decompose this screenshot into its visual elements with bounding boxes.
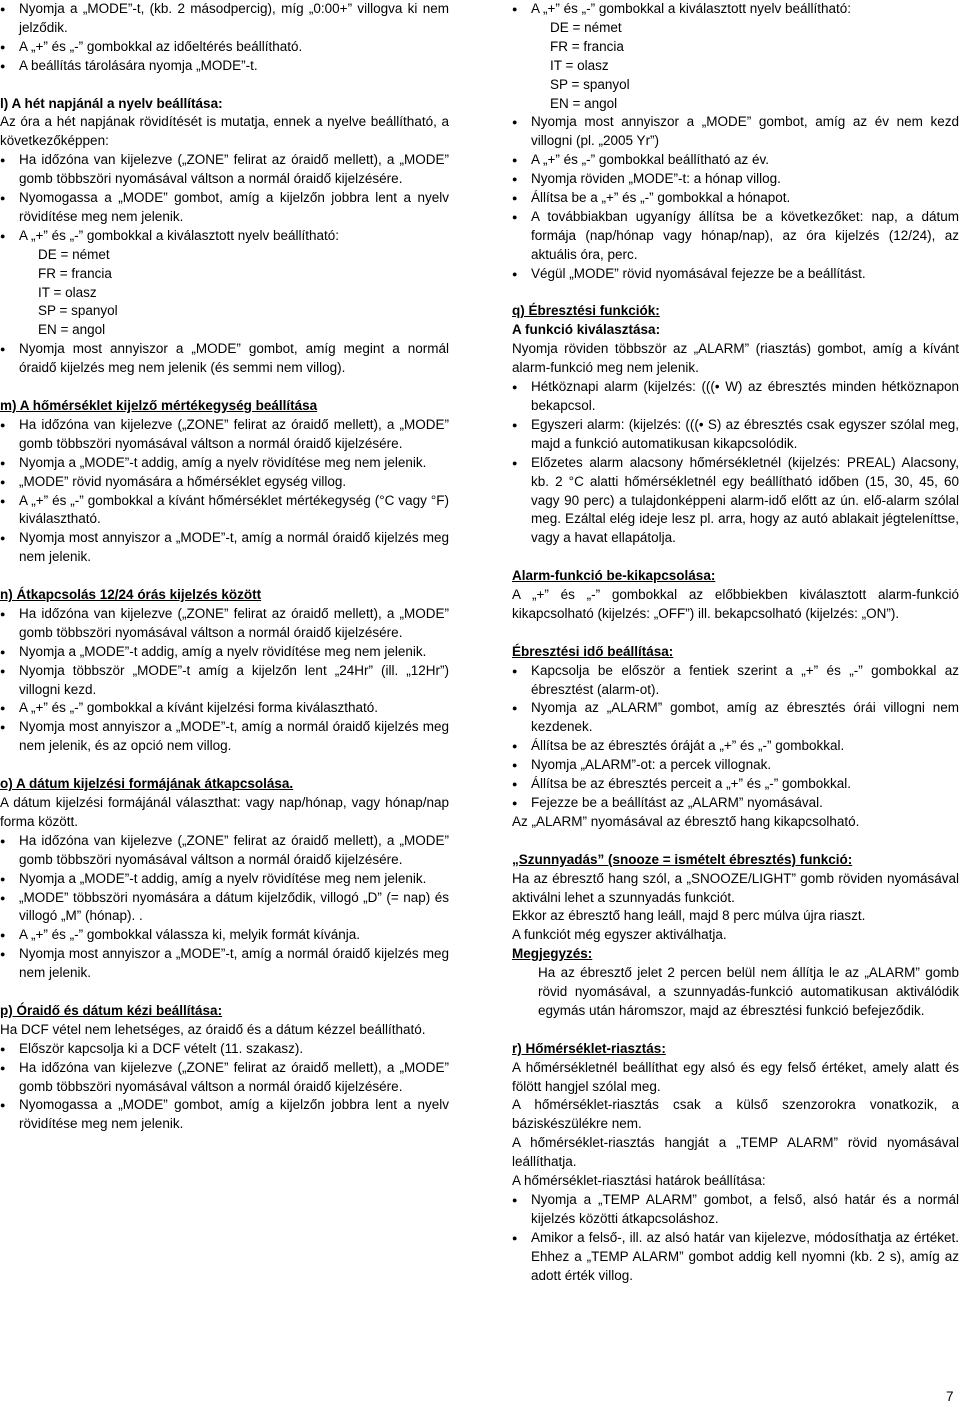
- language-item: SP = spanyol: [38, 303, 118, 319]
- list-item: ● Ha időzóna van kijelezve („ZONE” felirat az óraidő mellett), a „MODE” gomb többszöri nyomásával váltson a normál óraidő kijelzésére.: [0, 832, 449, 870]
- language-item: EN = angol: [550, 95, 618, 111]
- language-list: [19, 246, 449, 341]
- list-item-text: A „+” és „-” gombokkal a kiválasztott nyelv beállítható:: [531, 1, 852, 16]
- list-item: ● Fejezze be a beállítást az „ALARM” nyomásával.: [512, 794, 959, 813]
- list-item: ● Nyomogassa a „MODE” gombot, amíg a kijelzőn jobbra lent a nyelv rövidítése meg nem jelenik.: [0, 1096, 449, 1134]
- section-o-intro: A dátum kijelzési formájánál választhat: vagy nap/hónap, vagy hónap/nap forma között.: [0, 795, 449, 829]
- section-l-intro: Az óra a hét napjának rövidítését is mutatja, ennek a nyelve beállítható, a következőképpen:: [0, 114, 449, 149]
- language-item: EN = angol: [38, 322, 106, 338]
- alarm-onoff-text: A „+” és „-” gombokkal az előbbiekben kiválasztott alarm-funkció kikapcsolható (kijelzés: „OFF”) ill. bekapcsolható (kijelzés: „ON”).: [512, 587, 959, 621]
- section-l-list: [0, 151, 449, 378]
- list-item: ● Hétköznapi alarm (kijelzés: (((• W) az ébresztés minden hétköznapon bekapcsol.: [512, 378, 959, 416]
- alarm-time-list: [512, 662, 959, 813]
- list-item: [512, 0, 959, 113]
- section-m-list: [0, 416, 449, 567]
- language-item: DE = német: [38, 246, 110, 262]
- alarm-function-select-heading: A funkció kiválasztása:: [512, 322, 661, 338]
- list-item: ● Állítsa be az ébresztés óráját a „+” és „-” gombokkal.: [512, 737, 959, 756]
- list-item: ● Nyomja röviden „MODE”-t: a hónap villog.: [512, 170, 959, 189]
- list-item: ● Nyomja a „TEMP ALARM” gombot, a felső, alsó határ és a normál kijelzés közötti átkapcsoláshoz.: [512, 1191, 959, 1229]
- language-item: DE = német: [550, 19, 622, 35]
- section-r-text: A hőmérséklet-riasztás csak a külső szenzorokra vonatkozik, a báziskészülékre nem.: [512, 1097, 959, 1132]
- alarm-function-intro: Nyomja röviden többször az „ALARM” (riasztás) gombot, amíg a kívánt alarm-funkció meg nem jelenik.: [512, 341, 959, 376]
- language-item: FR = francia: [38, 265, 112, 281]
- list-item: ● A „+” és „-” gombokkal a kívánt kijelzési forma kiválasztható.: [0, 699, 449, 718]
- section-n-list: [0, 605, 449, 756]
- list-item: ● Nyomja a „MODE”-t addig, amíg a nyelv rövidítése meg nem jelenik.: [0, 643, 449, 662]
- page-number: 7: [946, 1389, 954, 1404]
- list-item: ● Ha időzóna van kijelezve („ZONE” felirat az óraidő mellett), a „MODE” gomb többszöri nyomásával váltson a normál óraidő kijelzésére.: [0, 416, 449, 454]
- list-item: ● „MODE” rövid nyomására a hőmérséklet egység villog.: [0, 473, 449, 492]
- section-r-text: A hőmérséklet-riasztási határok beállítása:: [512, 1173, 766, 1189]
- list-item: ● Állítsa be az ébresztés perceit a „+” és „-” gombokkal.: [512, 775, 959, 794]
- section-o-list: [0, 832, 449, 983]
- language-item: IT = olasz: [550, 57, 609, 73]
- note-text: Ha az ébresztő jelet 2 percen belül nem állítja le az „ALARM” gomb rövid nyomásával, a szunnyadás-funkció automatikusan aktiválódik egymás után háromszor, majd az ébresztési funkció befejeződik.: [538, 965, 959, 1018]
- list-item: ● Nyomja „ALARM”-ot: a percek villognak.: [512, 756, 959, 775]
- section-l-heading: l) A hét napjánál a nyelv beállítása:: [0, 95, 223, 111]
- section-q-heading: q) Ébresztési funkciók:: [512, 303, 660, 319]
- list-item: ● Nyomja az „ALARM” gombot, amíg az ébresztés órái villogni nem kezdenek.: [512, 699, 959, 737]
- list-item: ● Amikor a felső-, ill. az alsó határ van kijelezve, módosíthatja az értéket. Ehhez a „TEMP ALARM” gombot addig kell nyomni (kb. 2 s), amíg az adott érték villog.: [512, 1229, 959, 1286]
- list-item: ● A „+” és „-” gombokkal válassza ki, melyik formát kívánja.: [0, 926, 449, 945]
- list-item: ● Nyomja most annyiszor a „MODE”-t, amíg a normál óraidő kijelzés meg nem jelenik.: [0, 529, 449, 567]
- list-item: ● Egyszeri alarm: (kijelzés: (((• S) az ébresztés csak egyszer szólal meg, majd a funkció automatikusan kikapcsolódik.: [512, 416, 959, 454]
- alarm-time-outro: Az „ALARM” nyomásával az ébresztő hang kikapcsolható.: [512, 813, 860, 829]
- list-item: ● A továbbiakban ugyanígy állítsa be a következőket: nap, a dátum formája (nap/hónap vagy hónap/nap), az óra kijelzés (12/24), az aktuális óra, perc.: [512, 208, 959, 265]
- language-list: [531, 19, 959, 114]
- language-item: FR = francia: [550, 38, 624, 54]
- list-item-text: A „+” és „-” gombokkal a kiválasztott nyelv beállítható:: [19, 227, 340, 243]
- list-item: [0, 227, 449, 340]
- snooze-text: Ekkor az ébresztő hang leáll, majd 8 perc múlva újra riaszt.: [512, 908, 866, 924]
- list-item: ● Nyomja a „MODE”-t addig, amíg a nyelv rövidítése meg nem jelenik.: [0, 870, 449, 889]
- section-n-heading: n) Átkapcsolás 12/24 órás kijelzés között: [0, 587, 262, 603]
- snooze-heading: „Szunnyadás” (snooze = ismételt ébresztés) funkció:: [512, 851, 853, 867]
- section-r-text: A hőmérséklet-riasztás hangját a „TEMP ALARM” rövid nyomásával leállíthatja.: [512, 1135, 959, 1170]
- section-r-heading: r) Hőmérséklet-riasztás:: [512, 1040, 666, 1056]
- section-p-heading: p) Óraidő és dátum kézi beállítása:: [0, 1002, 223, 1018]
- list-item: ● Nyomja többször „MODE”-t amíg a kijelzőn lent „24Hr” (ill. „12Hr”) villogni kezd.: [0, 662, 449, 700]
- section-p-list: [0, 1040, 449, 1135]
- left-column: [0, 0, 449, 1134]
- intro-list: [0, 0, 449, 76]
- list-item: ● Nyomja a „MODE”-t, (kb. 2 másodpercig), míg „0:00+” villogva ki nem jelződik.: [0, 0, 449, 38]
- list-item: ● Ha időzóna van kijelezve („ZONE” felirat az óraidő mellett), a „MODE” gomb többszöri nyomásával váltson a normál óraidő kijelzésére.: [0, 605, 449, 643]
- list-item: ● „MODE” többszöri nyomására a dátum kijelződik, villogó „D” (= nap) és villogó „M” (hónap). .: [0, 889, 449, 927]
- list-item: ● A „+” és „-” gombokkal a kívánt hőmérséklet mértékegység (°C vagy °F) kiválasztható.: [0, 492, 449, 530]
- list-item: ● Állítsa be a „+” és „-” gombokkal a hónapot.: [512, 189, 959, 208]
- language-item: SP = spanyol: [550, 76, 630, 92]
- list-item: ● A beállítás tárolására nyomja „MODE”-t.: [0, 57, 449, 76]
- date-settings-list: [512, 0, 959, 284]
- list-item: ● Nyomja most annyiszor a „MODE”-t, amíg a normál óraidő kijelzés meg nem jelenik, és az opció nem villog.: [0, 718, 449, 756]
- list-item: ● Ha időzóna van kijelezve („ZONE” felirat az óraidő mellett), a „MODE” gomb többszöri nyomásával váltson a normál óraidő kijelzésére.: [0, 1059, 449, 1097]
- alarm-onoff-heading: Alarm-funkció be-kikapcsolása:: [512, 568, 716, 584]
- note-heading: Megjegyzés:: [512, 946, 593, 962]
- language-item: IT = olasz: [38, 284, 97, 300]
- alarm-function-list: [512, 378, 959, 548]
- list-item: ● A „+” és „-” gombokkal beállítható az év.: [512, 151, 959, 170]
- section-m-heading: m) A hőmérséklet kijelző mértékegység beállítása: [0, 398, 318, 413]
- list-item: ● Nyomja most annyiszor a „MODE” gombot, amíg megint a normál óraidő kijelzés meg nem jelenik (és semmi nem villog).: [0, 340, 449, 378]
- list-item: ● Nyomja a „MODE”-t addig, amíg a nyelv rövidítése meg nem jelenik.: [0, 454, 449, 473]
- alarm-time-heading: Ébresztési idő beállítása:: [512, 643, 674, 659]
- list-item: ● Kapcsolja be először a fentiek szerint a „+” és „-” gombokkal az ébresztést (alarm-ot).: [512, 662, 959, 700]
- list-item: ● Nyomja most annyiszor a „MODE”-t, amíg a normál óraidő kijelzés meg nem jelenik.: [0, 945, 449, 983]
- list-item: ● A „+” és „-” gombokkal az időeltérés beállítható.: [0, 38, 449, 57]
- section-r-text: A hőmérsékletnél beállíthat egy alsó és egy felső értéket, amely alatt és fölött hangjel szólal meg.: [512, 1059, 959, 1094]
- list-item: ● Végül „MODE” rövid nyomásával fejezze be a beállítást.: [512, 265, 959, 284]
- snooze-text: A funkciót még egyszer aktiválhatja.: [512, 927, 727, 943]
- section-o-heading: o) A dátum kijelzési formájának átkapcsolása.: [0, 776, 294, 792]
- snooze-text: Ha az ébresztő hang szól, a „SNOOZE/LIGHT” gomb röviden nyomásával aktiválni lehet a szunnyadás funkciót.: [512, 870, 959, 905]
- section-p-intro: Ha DCF vétel nem lehetséges, az óraidő és a dátum kézzel beállítható.: [0, 1021, 426, 1037]
- list-item: ● Ha időzóna van kijelezve („ZONE” felirat az óraidő mellett), a „MODE” gomb többszöri nyomásával váltson a normál óraidő kijelzésére.: [0, 151, 449, 189]
- right-column: [512, 0, 959, 1286]
- list-item: ● Nyomja most annyiszor a „MODE” gombot, amíg az év nem kezd villogni (pl. „2005 Yr”): [512, 113, 959, 151]
- list-item: ● Először kapcsolja ki a DCF vételt (11. szakasz).: [0, 1040, 449, 1059]
- section-r-list: [512, 1191, 959, 1286]
- list-item: ● Nyomogassa a „MODE” gombot, amíg a kijelzőn jobbra lent a nyelv rövidítése meg nem jelenik.: [0, 189, 449, 227]
- list-item: ● Előzetes alarm alacsony hőmérsékletnél (kijelzés: PREAL) Alacsony, kb. 2 °C alatti hőmérsékletnél egy beállítható időben (15, 30, 45, 60 vagy 90 perc) a tulajdonképpeni alarm-idő előtt az ún. elő-alarm szólal meg. Ezáltal elég ideje lesz pl. arra, hogy az autó ablakait jégteleníttse, vagy a havat ellapátolja.: [512, 454, 959, 549]
